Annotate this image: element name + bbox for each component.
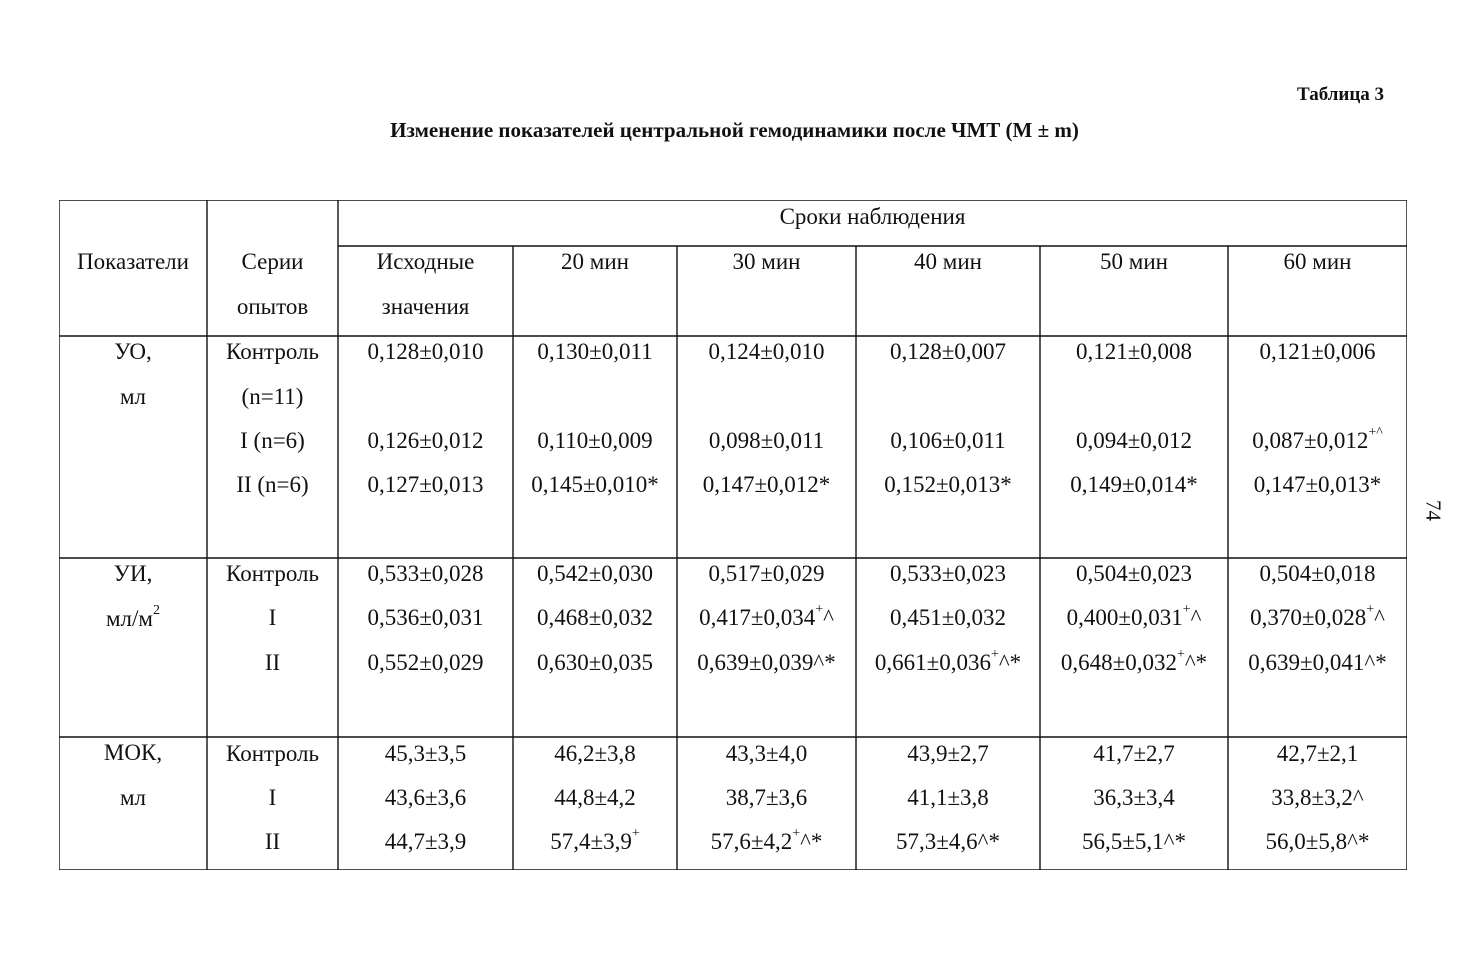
series-count: (n=11) [241,384,304,409]
indicator-unit [59,784,207,812]
value-cell [1228,560,1407,588]
value-cell [1040,604,1228,632]
hemodynamics-table [59,200,1407,870]
value-text: 0,533±0,028 [367,561,484,586]
value-cell [856,649,1040,677]
value-text: 0,106±0,011 [890,428,1006,453]
significance-superscript: +^ [1368,425,1383,441]
value-text: 0,124±0,010 [708,339,825,364]
value-text: 0,127±0,013 [367,472,484,497]
value-cell [1040,649,1228,677]
value-text: 0,126±0,012 [367,428,484,453]
value-cell [856,604,1040,632]
table-label: Таблица 3 [1297,84,1385,105]
value-cell [677,740,856,768]
value-cell [1228,604,1407,632]
value-text: 0,152±0,013* [884,472,1012,497]
value-text: 36,3±3,4 [1093,785,1175,810]
value-cell [338,560,513,588]
value-cell [1228,471,1407,499]
value-cell [677,427,856,455]
series-label: II [264,650,281,675]
value-cell [338,338,513,366]
value-cell [1040,740,1228,768]
value-text: 0,147±0,012* [702,472,831,497]
value-cell [1228,649,1407,677]
value-cell [513,740,677,768]
value-text: 0,128±0,007 [889,339,1007,364]
value-cell [1040,784,1228,812]
value-cell [856,560,1040,588]
header-period-60: 60 мин [1283,249,1352,274]
value-text: 0,536±0,031 [367,605,484,630]
value-text: 44,7±3,9 [384,829,467,854]
indicator-unit [59,605,207,633]
table-title: Изменение показателей центральной гемодинамики после ЧМТ (M ± m) [390,118,1079,142]
indicator-unit-text: мл [119,785,147,810]
value-cell [1228,740,1407,768]
value-cell [677,784,856,812]
significance-marker: ^* [1184,650,1208,675]
value-cell [1228,338,1407,366]
value-cell [1040,338,1228,366]
series-label: II [264,829,281,854]
value-cell [1040,471,1228,499]
value-cell [513,427,677,455]
value-cell [856,427,1040,455]
value-cell [513,649,677,677]
value-text: 57,6±4,2 [710,829,793,854]
value-text: 0,098±0,011 [708,428,825,453]
value-text: 46,2±3,8 [554,741,636,766]
series-label: II (n=6) [236,472,309,497]
value-cell [338,649,513,677]
value-cell [338,828,513,856]
value-cell [856,740,1040,768]
value-text: 0,094±0,012 [1075,428,1193,453]
value-text: 33,8±3,2^ [1271,785,1364,810]
value-cell [856,784,1040,812]
value-cell [338,784,513,812]
significance-superscript: + [1176,647,1185,663]
value-cell [1040,828,1228,856]
value-cell [677,338,856,366]
value-text: 0,128±0,010 [367,339,484,364]
significance-marker: ^ [1190,605,1202,630]
series-label: Контроль [226,339,319,364]
value-cell [338,604,513,632]
value-text: 0,400±0,031 [1066,605,1183,630]
significance-marker: ^ [1374,605,1385,630]
value-cell [677,604,856,632]
value-text: 42,7±2,1 [1276,741,1359,766]
significance-superscript: + [631,826,640,842]
significance-superscript: + [1366,602,1375,618]
header-period-40: 40 мин [914,249,982,274]
value-cell [513,560,677,588]
value-text: 45,3±3,5 [384,741,467,766]
significance-superscript: + [792,826,801,842]
value-text: 43,3±4,0 [725,741,808,766]
value-text: 0,533±0,023 [889,561,1007,586]
value-cell [338,471,513,499]
value-cell [1040,427,1228,455]
value-text: 0,639±0,041^* [1248,650,1387,675]
value-cell [677,471,856,499]
value-cell [677,649,856,677]
indicator-unit-text: мл [119,384,147,409]
header-series-line1: Серии [241,249,304,274]
page-number: 74 [1421,500,1446,521]
value-cell [1228,427,1407,455]
indicator-name: МОК, [103,740,163,765]
header-period-20: 20 мин [561,249,629,274]
value-text: 0,661±0,036 [874,650,991,675]
value-text: 43,9±2,7 [907,741,989,766]
indicator-unit-superscript: 2 [152,603,160,619]
significance-marker: ^* [800,829,823,854]
value-text: 0,130±0,011 [537,339,653,364]
value-cell [513,604,677,632]
value-cell [1228,784,1407,812]
value-cell [677,560,856,588]
value-text: 0,417±0,034 [699,605,816,630]
value-cell [1228,828,1407,856]
header-series-line2: опытов [236,294,309,319]
value-cell [856,338,1040,366]
header-observation-period: Сроки наблюдения [779,204,966,229]
value-text: 43,6±3,6 [384,785,467,810]
value-text: 0,517±0,029 [708,561,825,586]
value-cell [513,338,677,366]
significance-marker: ^* [998,650,1022,675]
value-text: 38,7±3,6 [725,785,808,810]
value-text: 0,145±0,010* [531,472,659,497]
indicator-name: УИ, [113,561,153,586]
series-label: I (n=6) [240,428,305,453]
value-text: 0,552±0,029 [367,650,484,675]
value-text: 0,542±0,030 [536,561,654,586]
value-text: 0,468±0,032 [536,605,654,630]
value-cell [856,828,1040,856]
indicator-name: УО, [114,339,152,364]
indicator-unit-text: мл/м [106,606,153,631]
value-text: 0,504±0,023 [1075,561,1193,586]
series-label: Контроль [226,741,319,766]
significance-marker: ^ [823,605,834,630]
value-cell [513,828,677,856]
value-text: 0,630±0,035 [536,650,654,675]
header-baseline-line1: Исходные [376,249,475,274]
value-text: 0,110±0,009 [537,428,653,453]
value-text: 0,149±0,014* [1070,472,1198,497]
significance-superscript: + [815,602,824,618]
value-text: 41,1±3,8 [907,785,989,810]
value-cell [677,828,856,856]
value-cell [856,471,1040,499]
value-text: 0,121±0,008 [1075,339,1193,364]
header-period-50: 50 мин [1100,249,1168,274]
value-cell [513,471,677,499]
value-text: 0,504±0,018 [1259,561,1376,586]
value-cell [513,784,677,812]
value-text: 41,7±2,7 [1093,741,1175,766]
header-indicators: Показатели [77,249,189,274]
value-text: 0,147±0,013* [1253,472,1382,497]
value-text: 0,121±0,006 [1259,339,1376,364]
value-text: 56,5±5,1^* [1082,829,1186,854]
value-cell [338,427,513,455]
value-text: 0,648±0,032 [1060,650,1177,675]
header-period-30: 30 мин [732,249,801,274]
value-text: 0,370±0,028 [1250,605,1367,630]
value-text: 56,0±5,8^* [1265,829,1370,854]
value-text: 57,3±4,6^* [896,829,1000,854]
value-text: 0,087±0,012 [1252,428,1369,453]
series-label: I [268,605,277,630]
value-text: 57,4±3,9 [550,829,632,854]
series-label: Контроль [226,561,319,586]
value-cell [338,740,513,768]
value-cell [1040,560,1228,588]
value-text: 0,451±0,032 [889,605,1007,630]
value-text: 0,639±0,039^* [697,650,836,675]
series-label: I [268,785,277,810]
significance-superscript: + [990,647,999,663]
indicator-unit [59,383,207,411]
significance-superscript: + [1182,602,1191,618]
header-baseline-line2: значения [381,294,470,319]
value-text: 44,8±4,2 [554,785,636,810]
